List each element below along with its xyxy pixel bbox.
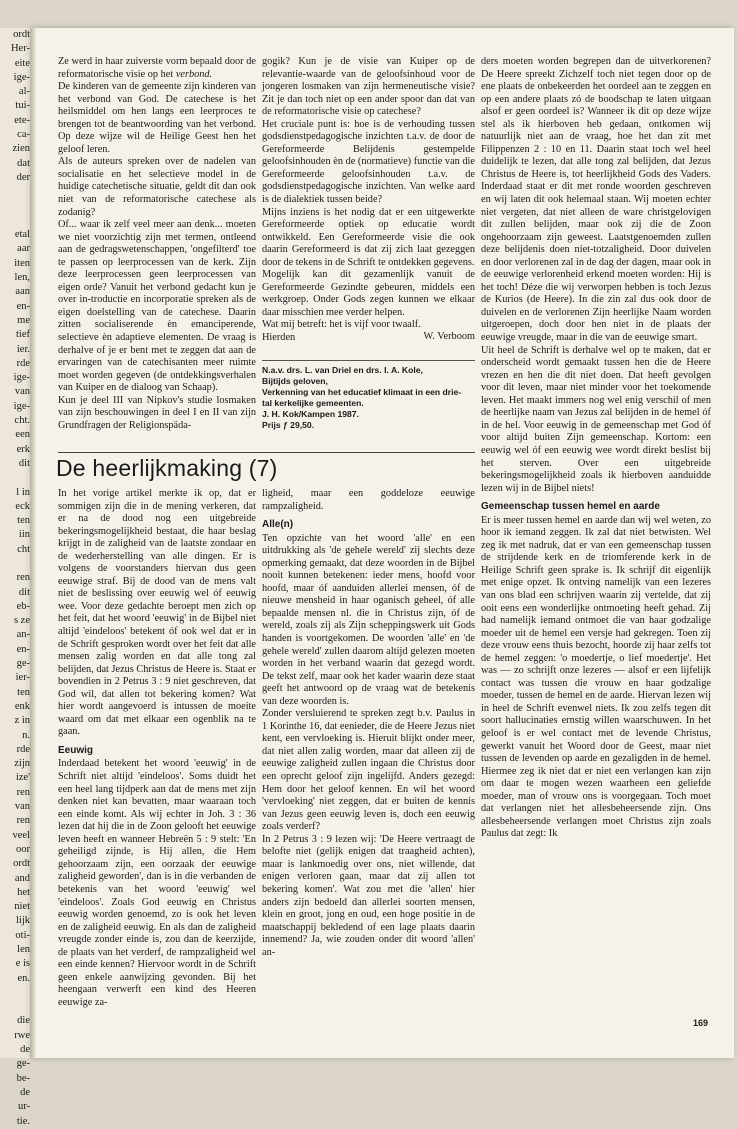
section-heading: Alle(n) (262, 519, 294, 531)
paragraph-text: De kinderen van de gemeente zijn kinderen van het verbond van God. De catechese is het heilsmiddel om hen langs een leerproces te brengen tot de beantwoording van het verbond. Op deze wijze wil de Heilige Geest hen het geloof leren. (58, 81, 256, 155)
book-reference-line: Verkenning van het educatief klimaat in een drie- (262, 387, 462, 397)
paragraph-text: In het vorige artikel merkte ik op, dat er sommigen zijn die in de mening verkeren, dat er na de dood nog een uitgebreide bekeringsmogelijkheid bestaat, die haar beslag krijgt in de zaligheid van de laatste zondaar en de wederherstelling van alle dingen. Er is volgens de voorstanders hiervan dus geen eeuwige straf. Bij de dood van de mens valt niet de beslissing over eeuwig wel óf eeuwig wee. Voor deze gedachte beroept men zich op het feit, dat het woord 'eeuwig' in de Bijbel niet altijd 'eindeloos' betekent óf ook wel dat er in de Schrift gesproken wordt over het feit dat alle mensen zalig worden en dat alle tong zal belijden, dat Jezus Christus de Heere is. Staat er bovendien in 2 Petrus 3 : 9 niet geschreven, dat God wil, dat allen tot bekering komen? Wat hier wordt aangevoerd is intussen de moeite waard om dat met elkaar een ogenblik na te gaan. (58, 488, 256, 738)
previous-page-fragment: eite (14, 57, 30, 69)
previous-page-fragment: and (14, 872, 30, 884)
book-reference-line: Bijtijds geloven, (262, 376, 328, 386)
previous-page-fragment: van (14, 801, 30, 813)
previous-page-fragment: het (17, 886, 30, 898)
previous-page-fragment: be- (16, 1072, 30, 1084)
previous-page-fragment: iin (18, 529, 30, 541)
previous-page-fragment: ge- (16, 658, 30, 670)
book-reference-line: Prijs ƒ 29,50. (262, 420, 315, 430)
paragraph (262, 269, 475, 319)
previous-page-fragment: ten (17, 515, 30, 527)
column-1-top (58, 56, 256, 482)
article-title: De heerlijkmaking (7) (56, 455, 278, 481)
previous-page-fragment: iten (14, 257, 30, 269)
previous-page-fragment: die (17, 1015, 30, 1027)
previous-page-fragment: lijk (15, 915, 30, 927)
previous-page-fragment: z in (14, 715, 30, 727)
paragraph-text: Uit heel de Schrift is derhalve wel op te maken, dat er onderscheid wordt gemaakt tussen hen die de Heere vrezen en hen die dit niet doen. Dat heeft gevolgen voor dit leven, maar niet minder voor het toekomende leven. Het maakt immers nog wel enig verschil of men de heerlijke naam van Jezus zal belijden in de hemel óf in de hel. Voor eeuwig in de gemeenschap met God óf voor altijd buiten Zijn gemeenschap. Kortom: een eeuwig wel óf een eeuwig wee wordt direkt beslist bij het sterven. Over een uitgebreide bekeringsmogelijkheid zoals ik hierboven aanduidde lezen wij in de Bijbel niets! (481, 344, 711, 494)
previous-page-fragment: en- (16, 643, 30, 655)
previous-page-fragment: zien (12, 143, 30, 155)
previous-page-fragment: veel (12, 829, 30, 841)
paragraph-text: ders moeten worden begrepen dan de uitverkorenen? De Heere spreekt Zichzelf toch niet tegen door op de ene plaats de onbekeerden het oordeel aan te zeggen en op een andere plaats zó de boodschap te laten uitgaan alsof er geen oordeel is? Wanneer ik dit op deze wijze stel als ik hierboven heb gedaan, ontkomen wij natuurlijk niet aan de vraag, hoe het dan zit met Filippenzen 2 : 10 en 11. Daarin staat toch wel heel duidelijk te lezen, dat alle tong zal belijden, dat Jezus Christus de Heere is, tot heerlijkheid Gods des Vaders. Inderdaad staat er dit met ronde woorden geschreven en wij laten dit ook helemaal staan. Wij moeten echter niet vergeten, dat niet alleen de ware christgelovigen dit zullen belijden, maar ook zij die de Zoon ongehoorzaam zijn geweest. Laatstgenoemden zullen deze belijdenis doen niet-totzaligheid. Door duivelen en door verlorenen zal in de dag der dagen, maar ook in de eeuwige verlorenheid erkend moeten worden: Hij is het toch! Déze die wij verworpen hebben is toch Jezus de Kurios (de Heere). In die zin zal dus ook door de duivelen en de verlorenen Zijn heerlijke Naam worden uitgeroepen, doch door hen niet in de plaats der eeuwige vreugde, maar in die van de eeuwige smart. (481, 56, 711, 344)
previous-page-fragment: ordt (13, 29, 30, 40)
previous-page-fragment: oti- (15, 929, 30, 941)
paragraph-text: ligheid, maar een goddeloze eeuwige rampzaligheid. (262, 488, 475, 512)
previous-page-fragment (0, 200, 34, 214)
previous-page-fragment: dat (17, 157, 30, 169)
previous-page-fragment: rde (16, 743, 30, 755)
previous-page-fragment: aan (15, 286, 30, 298)
previous-page-fragment: en. (17, 972, 30, 984)
paragraph-text: Wat mij betreft: het is vijf voor twaalf. (262, 319, 421, 331)
column-2-top (262, 56, 475, 356)
paragraph (58, 758, 256, 1009)
book-reference-line: tal kerkelijke gemeenten. (262, 398, 364, 408)
previous-page-fragment: rwe (14, 1029, 30, 1041)
previous-page-fragment: al- (18, 86, 30, 98)
title-rule (58, 452, 475, 453)
paragraph (262, 119, 475, 207)
paragraph (481, 56, 711, 345)
previous-page-fragment: len, (14, 272, 30, 284)
paragraph (262, 207, 475, 270)
paragraph-text: Het cruciale punt is: hoe is de verhouding tussen godsdienstpedagogische inzichten t.a.v. de door de Gereformeerde Belijdenis gestempelde geloofsinhouden èn de (normatieve) functie van die Gereformeerde geloofsinhouden t.a.v. de godsdienstpedagogische inzichten. Van welke aard is de dialektiek tussen beide? (262, 118, 475, 206)
paragraph-text: Hierden (262, 332, 296, 344)
previous-page-fragment: ordt (13, 858, 30, 870)
paragraph (58, 219, 256, 395)
previous-page-fragment: ca- (17, 129, 30, 141)
previous-page-fragment: an- (16, 629, 30, 641)
paragraph-text: Ze werd in haar zuiverste vorm bepaald door de reformatorische visie op het (58, 56, 256, 80)
previous-page-fragment: een (15, 429, 30, 441)
previous-page-fragment: der (16, 171, 30, 183)
previous-page-fragment (0, 1000, 34, 1014)
column-2-bottom (262, 488, 475, 1048)
italic-text: verbond. (175, 68, 213, 80)
paragraph (262, 56, 475, 119)
previous-page-fragment: ige- (13, 71, 30, 83)
paragraph-text: Inderdaad betekent het woord 'eeuwig' in de Schrift niet altijd 'eindeloos'. Soms duidt het een heel lang tijdperk aan dat de mens met zijn denken niet kan bevatten, maar waaraan toch een einde komt. Als wij echter in Joh. 3 : 36 lezen dat hij die in de Zoon gelooft het eeuwige leven heeft en wanneer Hebreën 5 : 9 stelt: 'En geheiligd zijnde, is Hij allen, die Hem gehoorzaam zijn, een oorzaak der eeuwige zaligheid geworden', dan is in die verbanden de betekenis van het woord 'eeuwig' wel 'eindeloos'. Zoals God eeuwig en Christus eeuwig worden genoemd, zo is ook het leven en de zaligheid eeuwig. En als dan de zaligheid vreugde zonder einde is, zou dan de keerzijde, de plaats van het verderf, de rampzaligheid wel een einde kennen? Hiervoor wordt in de Schrift geen enkele aanwijzing gevonden. Bij het heengaan verwerft een kind des Heeren eeuwige za- (58, 758, 256, 1008)
previous-page-fragment: enk (14, 700, 30, 712)
paragraph (262, 533, 475, 709)
paragraph-text: Mogelijk kan dit gezamenlijk vanuit de Gereformeerde Gezindte gebeuren, middels een werkgroep. Onder Gods zegen kunnen we elkaar daar misschien mee verder helpen. (262, 269, 475, 318)
previous-page-fragment (0, 471, 34, 485)
previous-page-fragment: ete- (14, 114, 30, 126)
previous-page-fragment: ur- (17, 1101, 30, 1113)
previous-page-fragment: dit (18, 457, 30, 469)
previous-page-fragment: oor (16, 843, 30, 855)
paragraph-text: Als de auteurs spreken over de nadelen van socialisatie en het selectieve model in de huidige catechetische situatie, geldt dit dan ook niet van de reformatorische catechese als zodanig? (58, 156, 256, 218)
signoff-box (262, 331, 475, 345)
book-reference-line: J. H. Kok/Kampen 1987. (262, 409, 359, 419)
previous-page-fragment: etal (14, 229, 30, 241)
page-number: 169 (693, 1018, 709, 1028)
previous-page-fragment: me (17, 314, 30, 326)
section-heading: Eeuwig (58, 744, 94, 756)
previous-page-fragment: tie. (16, 1115, 30, 1127)
previous-page-fragment: n. (22, 729, 30, 741)
previous-page-fragment: zijn (14, 758, 30, 770)
previous-page-fragment: ize' (15, 772, 30, 784)
previous-page-fragment: e is (15, 958, 30, 970)
previous-page-fragment: en- (16, 300, 30, 312)
previous-page-fragment: Her- (10, 43, 30, 55)
previous-page-fragment: ren (16, 786, 30, 798)
previous-page-fragment: ren (16, 572, 30, 584)
previous-page-fragment (0, 185, 34, 199)
previous-page-fragment (0, 557, 34, 571)
previous-page-fragment: ier. (16, 343, 30, 355)
previous-page-fragment: ren (16, 815, 30, 827)
column-1-bottom (58, 488, 256, 1048)
previous-page-fragment (0, 214, 34, 228)
paragraph-text: Er is meer tussen hemel en aarde dan wij wel weten, zo hoor ik iemand zeggen. Ik zal dat niet betwisten. Wel zeg ik met nadruk, dat er van een gemeenschap tussen de strijdende kerk en de triomferende kerk in de Heilige Schrift geen sprake is. Ik schrijf dit eigenlijk met enige opzet. Ik ontving namelijk van een lezeres van ons blad een schrijven waarin zij vertelde, dat zij ooit eens een wonderlijke ontmoeting heeft gehad. Zij had namelijk iemand ontmoet die van haar godzalige moeder uit de hemel een versje had gekregen. Toen zij deze vrouw eens thuis bezocht, hoorde zij haar zelfs tot de hemel zeggen: 'o moedertje, o lief moedertje'. Het was — zo schrijft onze lezeres — alsof er een lijfelijk contact was tussen die vrouw en haar godzalige moeder, tussen de hemel en de aarde. Hiervan lezen wij in heel de Schrift evenwel niets. Ik zou zelfs tegen dit soort hallucinaties ernstig willen waarschuwen. In het geloof is er wel contact met de levende Christus, gewerkt vanuit het Woord door de Geest, maar niet tussen de levenden op aarde en gezaligden in de hemel. Hiermee zeg ik niet dat er niet een verlangen kan zijn om daar te mogen wezen waarheen een geliefde moeder, man of vrouw ons is voorgegaan. Toch moet dat verlangen niet het allesbeheersende zijn. Ons allesbeheersende verlangen moet Christus zijn zoals Paulus dat zegt: Ik (481, 514, 711, 840)
previous-page-edge (0, 28, 34, 1127)
previous-page-fragment: erk (16, 443, 30, 455)
section-heading: Gemeenschap tussen hemel en aarde (481, 501, 660, 513)
previous-page-fragment: ige- (13, 400, 30, 412)
paragraph (481, 345, 711, 496)
previous-page-fragment: van (14, 386, 30, 398)
paragraph (262, 834, 475, 959)
previous-page-fragment: eck (15, 500, 30, 512)
previous-page-fragment: s ze (13, 615, 30, 627)
previous-page-fragment: aar (17, 243, 30, 255)
previous-page-fragment: cht (17, 543, 30, 555)
paragraph-text: Kun je deel III van Nipkov's studie losmaken van zijn beschouwingen in deel I en II van zijn Grundfragen der Religionspäda- (58, 394, 256, 431)
paragraph (262, 488, 475, 513)
previous-page-fragment: tief (16, 329, 30, 341)
previous-page-fragment: ier- (15, 672, 30, 684)
paragraph (58, 395, 256, 433)
page-gutter (30, 28, 36, 1058)
previous-page-fragment: de (20, 1044, 30, 1056)
previous-page-fragment: tui- (15, 100, 30, 112)
paragraph (58, 488, 256, 739)
paragraph (58, 156, 256, 219)
book-reference (262, 360, 475, 431)
author-signoff: W. Verboom (423, 331, 475, 342)
paragraph (58, 81, 256, 156)
paragraph (58, 56, 256, 81)
previous-page-fragment: len (17, 944, 30, 955)
column-3 (481, 56, 711, 1041)
previous-page-fragment: niet (14, 901, 30, 913)
book-reference-rule (262, 360, 475, 361)
previous-page-fragment: l in (16, 486, 30, 498)
previous-page-fragment: rde (16, 357, 30, 369)
previous-page-fragment: eb- (16, 600, 30, 612)
previous-page-fragment: ten (17, 686, 30, 698)
paragraph (262, 708, 475, 833)
paragraph-text: Ten opzichte van het woord 'alle' en een uitdrukking als 'de gehele wereld' zij slechts deze opmerking gemaakt, dat deze woorden in de Bijbel nooit kunnen betekenen: ieder mens, hoofd voor hoofd, maar óf aanduiden allerlei mensen, óf de nieuwe mensheid in haar oganisch geheel, óf alle bepaalde mensen nl. die in Christus zijn, óf de wereld, zoals zij als Zijn scheppingswerk uit Gods handen is voortgekomen. De woorden 'alle' en 'de gehele wereld' zullen daarom altijd gelezen moeten worden in het verband waarin dat gezegd wordt. De tekst zelf, maar ook het kader waarin deze staat geeft het antwoord op de vraag wat de betekenis van deze woorden is. (262, 532, 475, 707)
previous-page-fragment (0, 986, 34, 1000)
paragraph-text: Of... waar ik zelf veel meer aan denk... moeten we niet voorzichtig zijn met termen, ontleend aan de gedragswetenschappen, 'ongefilterd' toe te passen op leerprocessen van de kerk. Zijn deze leerprocessen geen leerprocessen van eigen orde? Vanuit het verbond gedacht kun je over in-troductie en incorporatie spreken als de eigen doelstelling van de catechese. Daarin zitten socialiserende èn emanciperende, selectieve èn adaptieve elementen. De vraag is derhalve of je er bent met te zeggen dat aan de ervaringen van de catechisanten meer ruimte moet worden gegeven (de ontdekkingsverhalen van Kuiper en de dialoog van Schaap). (58, 219, 256, 394)
book-reference-line: N.a.v. drs. L. van Driel en drs. I. A. Kole, (262, 365, 423, 375)
previous-page-fragment: cht. (14, 415, 30, 427)
previous-page-fragment: dit (18, 586, 30, 598)
paragraph-text: gogik? Kun je de visie van Kuiper op de relevantie-waarde van de geloofsinhoud voor de jongeren losmaken van zijn hermeneutische visie? Zit je dan toch niet op een ander spoor dan dat van de reformatorische visie op catechese? (262, 56, 475, 118)
paragraph-text: In 2 Petrus 3 : 9 lezen wij: 'De Heere vertraagt de belofte niet (gelijk enigen dat traagheid achten), maar is lankmoedig over ons, niet willende, dat enigen verloren gaan, maar dat zij allen tot bekering komen'. Wat zou met die 'allen' hier anders zijn bedoeld dan allerlei soorten mensen, klein en groot, jong en oud, een hoge positie in de maatschappij bekledend of een lage plaats daarin innemend? Ja, wie zouden onder dit woord 'allen' an- (262, 833, 475, 958)
previous-page-fragment: ige- (13, 372, 30, 384)
paragraph-text: Mijns inziens is het nodig dat er een uitgewerkte Gereformeerde optiek op educatie wordt ontwikkeld. Een Gereformeerde visie die ook daarin Gereformeerd is dat zij zich laat gezeggen door de tekens in de Schrift te ontdekken gegevens. (262, 206, 475, 268)
previous-page-fragment: ge- (16, 1058, 30, 1070)
previous-page-fragment: de (20, 1086, 30, 1098)
paragraph (481, 515, 711, 841)
paragraph-text: Zonder versluierend te spreken zegt b.v. Paulus in 1 Korinthe 16, dat eenieder, die de Heere Jezus niet kent, een vervloeking is. Hieruit blijkt onder meer, dat niet allen zalig worden, maar dat alleen zij de eeuwige zaligheid zullen ingaan die Christus door een oprecht geloof zijn ingelijfd. Anders gezegd: Hem door het geloof kennen. En wil het woord 'vervloeking' niet zeggen, dat er buiten de kennis van Jezus geen eeuwig leven is, doch een eeuwig zoals verderf? (262, 708, 475, 833)
